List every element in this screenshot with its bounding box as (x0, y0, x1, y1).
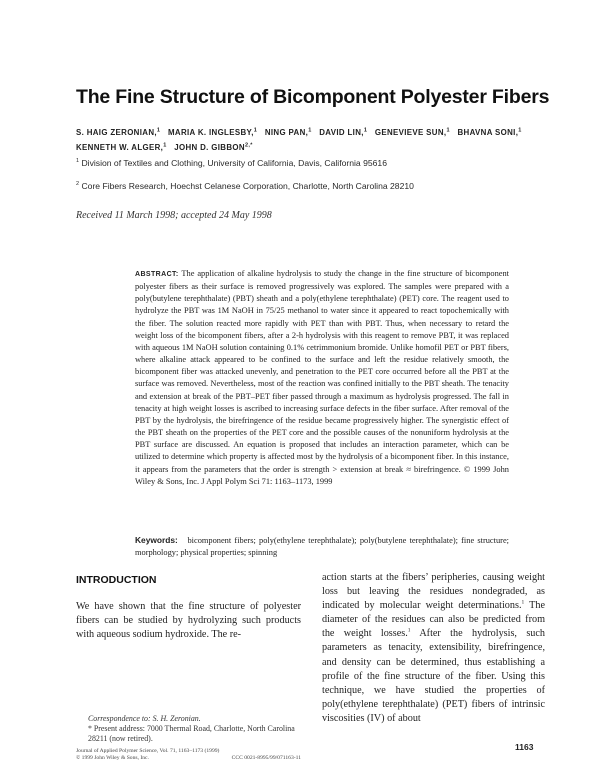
author: JOHN D. $GIBBON^{2,*}$ (174, 141, 253, 152)
citation: 1 (521, 599, 525, 606)
paper-title: The Fine Structure of Bicomponent Polyester Fibers (76, 86, 550, 108)
present-address-note: * Present address: 7000 Thermal Road, Charlotte, North Carolina 28211 (now retired). (88, 724, 295, 744)
introduction-right-column: action starts at the fibers’ peripheries, causing weight loss but leaving the residues nondegraded, as indicated by molecular weight determinations.$^1$ The diameter of the residues can also be predicted from the weight losses.$^1$ After the hydrolysis, such parameters as tenacity, extensibility, birefringence, and density can be determined, thus establishing a profile of the fine structure of the fiber. Using this technique, we have studied the properties of poly(ethylene terephthalate) (PET) fibers of intrinsic viscosities (IV) of about (322, 572, 546, 724)
section-heading-introduction: INTRODUCTION (76, 574, 157, 586)
footnotes (76, 714, 301, 762)
affiliation: $^2$ Core Fibers Research, Hoechst Celanese Corporation, Charlotte, North Carolina 28210 (76, 181, 414, 191)
keywords (135, 534, 509, 559)
author: GENEVIEVE SUN,$^1$ (374, 127, 450, 137)
keywords-label: Keywords: (135, 535, 178, 545)
citation: 1 (407, 627, 411, 634)
author: BHAVNA SONI,$^1$ (457, 127, 522, 137)
author: DAVID LIN,$^1$ (319, 127, 368, 137)
page-number: 1163 (515, 742, 534, 752)
introduction-left-column: We have shown that the fine structure of polyester fibers can be studied by hydrolyzing such products with aqueous sodium hydroxide. The re- (76, 601, 301, 641)
abstract-label: ABSTRACT: (135, 271, 179, 278)
keywords-text: bicomponent fibers; poly(ethylene terephthalate); poly(butylene terephthalate); fine structure; morphology; physical properties; spinning (135, 536, 509, 557)
author: MARIA K. INGLESBY,$^1$ (167, 127, 258, 137)
journal-info: Journal of Applied Polymer Science, Vol. 71, 1163–1173 (1999) © 1999 John Wiley & Sons, Inc. CCC 0021-8995/99/071163-11 (76, 747, 301, 761)
author-list (76, 126, 536, 155)
author: KENNETH W. ALGER,$^1$ (76, 141, 167, 152)
author: S. HAIG ZERONIAN,$^1$ (76, 127, 161, 137)
correspondence-note: Correspondence to: S. H. Zeronian. (88, 714, 201, 723)
abstract (135, 268, 509, 488)
author: NING PAN,$^1$ (264, 127, 312, 137)
abstract-text: The application of alkaline hydrolysis to study the change in the fine structure of bicomponent polyester fibers as their surface is removed progressively was explored. The samples were prepared with a poly(butylene terephthalate) (PBT) sheath and a poly(ethylene terephthalate) (PET) core. The reagent used to hydrolyze the PBT was 1M NaOH in 75/25 methanol to water since it appeared to react topochemically with the fiber. The solution reacted more rapidly with PET than with PBT. Thus, when necessary to retard the weight loss of the bicomponent fibers, after a 2-h hydrolysis with this reagent to remove PBT, it was replaced with aqueous 1M NaOH solution containing 0.1% cetrimmonium bromide. Unlike homofil PET or PBT fibers, where alkaline attack appeared to be confined to the surface and left the residue relatively smooth, the bicomponent fiber was attacked unevenly, and penetration to the PET core occurred before all the PBT at the surface was removed. Nevertheless, most of the reaction was confined initially to the PBT sheath. The tenacity and extension at break of the PBT–PET fiber passed through a maximum as hydrolysis progressed. The fall in tenacity at high weight losses is ascribed to increasing surface defects in the fiber surface. After removal of the PBT by the hydrolysis, the birefringence of the residue became progressively higher. The synergistic effect of the PBT sheath on the properties of the PET core and the possible causes of the nonuniform hydrolysis at the PBT surface are discussed. An equation is proposed that includes an interaction parameter, which can be utilized to determine which property is affected most by the hydrolysis of a bicomponent fiber. In this instance, it appears from the parameters that the order is strength > extension at break ≈ birefringence. © 1999 John Wiley & Sons, Inc. J Appl Polym Sci 71: 1163–1173, 1999 (135, 269, 509, 486)
affiliation: $^1$ Division of Textiles and Clothing, University of California, Davis, California 95616 (76, 158, 387, 168)
received-dates: Received 11 March 1998; accepted 24 May 1998 (76, 210, 272, 221)
